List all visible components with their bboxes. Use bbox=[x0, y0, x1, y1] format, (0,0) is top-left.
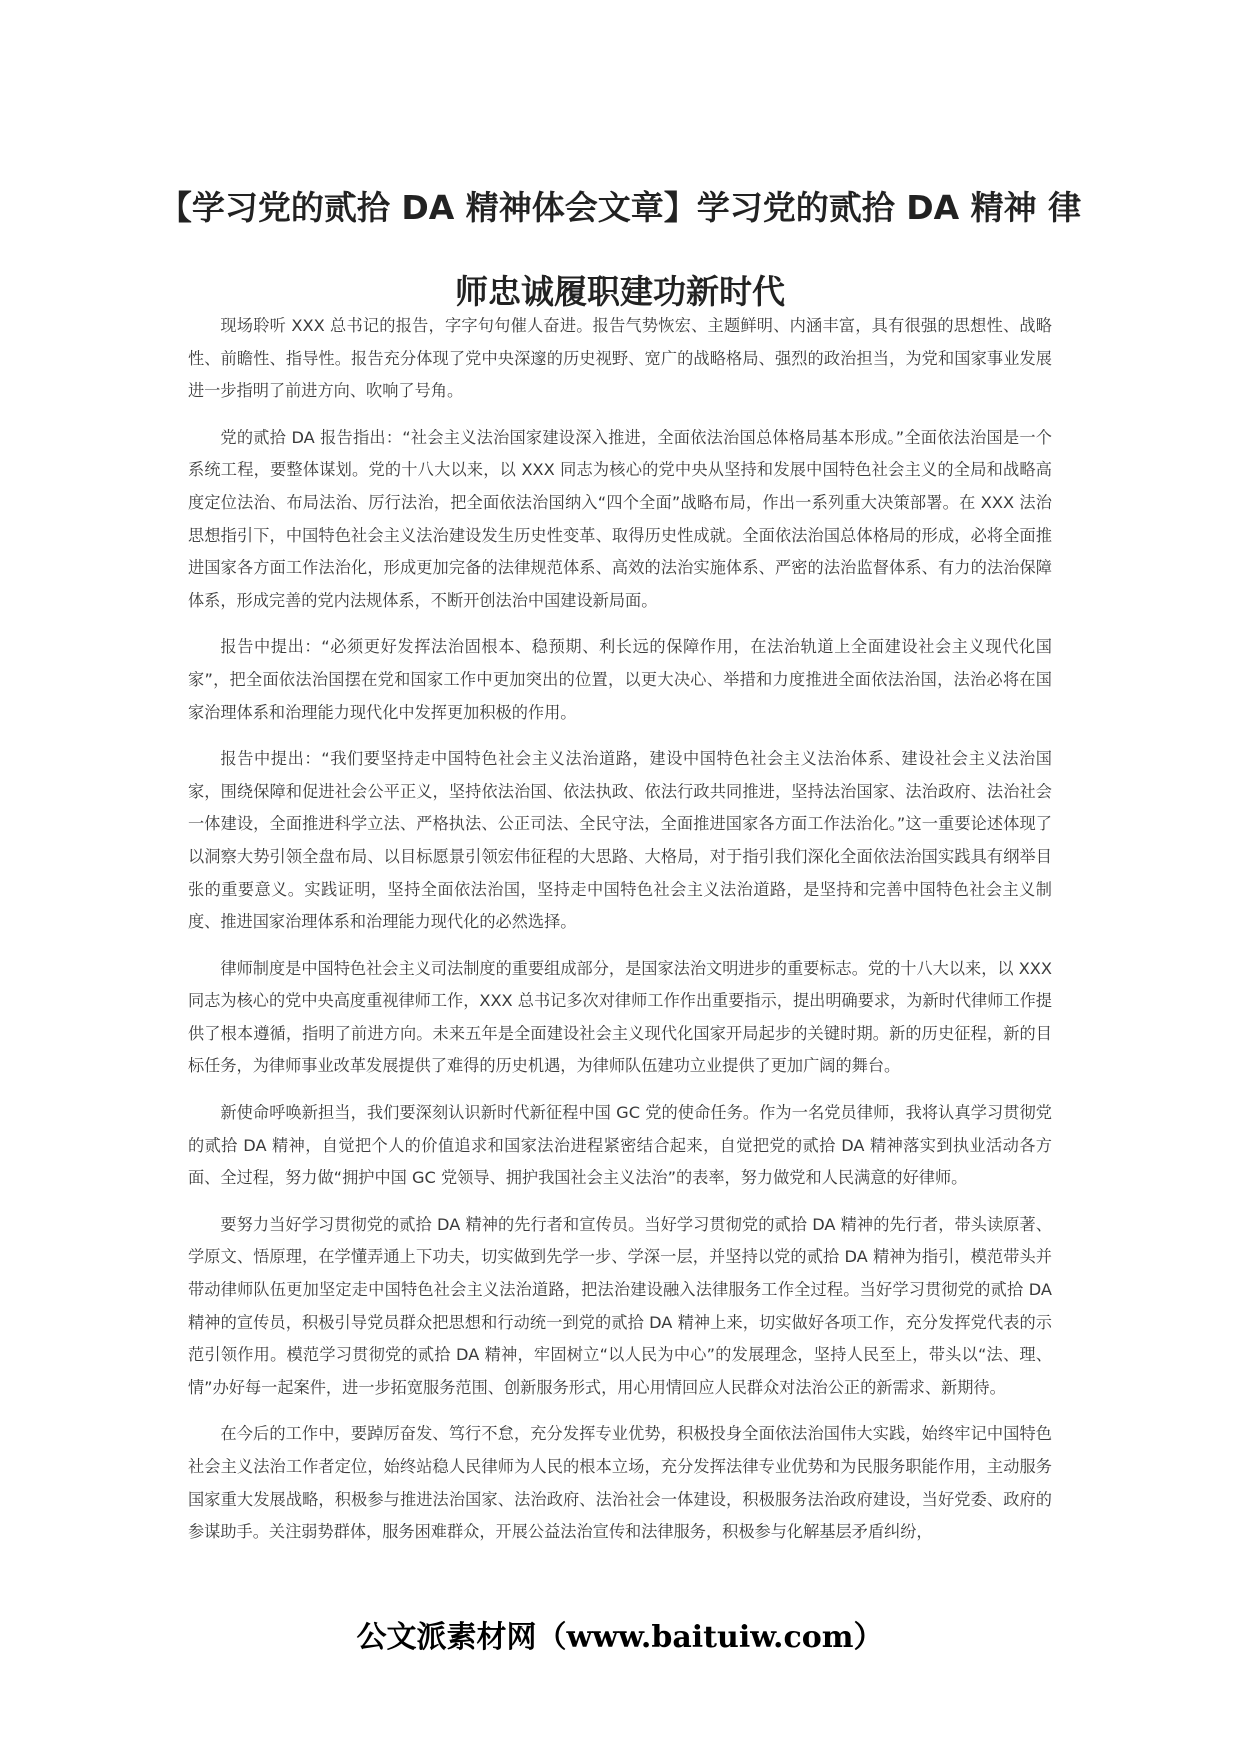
body-paragraph-1: 现场聆听 XXX 总书记的报告，字字句句催人奋进。报告气势恢宏、主题鲜明、内涵丰富，具有很强的思想性、战略性、前瞻性、指导性。报告充分体现了党中央深邃的历史视野、宽广的战略格局、强烈的政治担当，为党和国家事业发展进一步指明了前进方向、吹响了号角。 bbox=[188, 316, 1052, 401]
document-title: 【学习党的贰拾 DA 精神体会文章】学习党的贰拾 DA 精神 律师忠诚履职建功新时代 bbox=[158, 188, 1082, 311]
body-paragraph-4: 报告中提出：“我们要坚持走中国特色社会主义法治道路，建设中国特色社会主义法治体系、建设社会主义法治国家，围绕保障和促进社会公平正义，坚持依法治国、依法执政、依法行政共同推进，坚持法治国家、法治政府、法治社会一体建设，全面推进科学立法、严格执法、公正司法、全民守法，全面推进国家各方面工作法治化。”这一重要论述体现了以洞察大势引领全盘布局、以目标愿景引领宏伟征程的大思路、大格局，对于指引我们深化全面依法治国实践具有纲举目张的重要意义。实践证明，坚持全面依法治国，坚持走中国特色社会主义法治道路，是坚持和完善中国特色社会主义制度、推进国家治理体系和治理能力现代化的必然选择。 bbox=[188, 749, 1052, 932]
body-paragraph-2: 党的贰拾 DA 报告指出：“社会主义法治国家建设深入推进，全面依法治国总体格局基本形成。”全面依法治国是一个系统工程，要整体谋划。党的十八大以来，以 XXX 同志为核心的党中央从坚持和发展中国特色社会主义的全局和战略高度定位法治、布局法治、厉行法治，把全面依法治国纳入“四个全面”战略布局，作出一系列重大决策部署。在 XXX 法治思想指引下，中国特色社会主义法治建设发生历史性变革、取得历史性成就。全面依法治国总体格局的形成，必将全面推进国家各方面工作法治化，形成更加完备的法律规范体系、高效的法治实施体系、严密的法治监督体系、有力的法治保障体系，形成完善的党内法规体系，不断开创法治中国建设新局面。 bbox=[188, 427, 1052, 610]
body-paragraph-6: 新使命呼唤新担当，我们要深刻认识新时代新征程中国 GC 党的使命任务。作为一名党员律师，我将认真学习贯彻党的贰拾 DA 精神，自觉把个人的价值追求和国家法治进程紧密结合起来，自觉把党的贰拾 DA 精神落实到执业活动各方面、全过程，努力做“拥护中国 GC 党领导、拥护我国社会主义法治”的表率，努力做党和人民满意的好律师。 bbox=[188, 1103, 1052, 1188]
body-paragraph-8: 在今后的工作中，要踔厉奋发、笃行不怠，充分发挥专业优势，积极投身全面依法治国伟大实践，始终牢记中国特色社会主义法治工作者定位，始终站稳人民律师为人民的根本立场，充分发挥法律专业优势和为民服务职能作用，主动服务国家重大发展战略，积极参与推进法治国家、法治政府、法治社会一体建设，积极服务法治政府建设，当好党委、政府的参谋助手。关注弱势群体，服务困难群众，开展公益法治宣传和法律服务，积极参与化解基层矛盾纠纷， bbox=[188, 1424, 1052, 1542]
footer-watermark: 公文派素材网（www.baituiw.com） bbox=[356, 1620, 884, 1655]
body-paragraph-7: 要努力当好学习贯彻党的贰拾 DA 精神的先行者和宣传员。当好学习贯彻党的贰拾 DA 精神的先行者，带头读原著、学原文、悟原理，在学懂弄通上下功夫，切实做到先学一步、学深一层，并坚持以党的贰拾 DA 精神为指引，模范带头并带动律师队伍更加坚定走中国特色社会主义法治道路，把法治建设融入法律服务工作全过程。当好学习贯彻党的贰拾 DA 精神的宣传员，积极引导党员群众把思想和行动统一到党的贰拾 DA 精神上来，切实做好各项工作，充分发挥党代表的示范引领作用。模范学习贯彻党的贰拾 DA 精神，牢固树立“以人民为中心”的发展理念，坚持人民至上，带头以“法、理、情”办好每一起案件，进一步拓宽服务范围、创新服务形式，用心用情回应人民群众对法治公正的新需求、新期待。 bbox=[188, 1214, 1052, 1397]
body-paragraph-5: 律师制度是中国特色社会主义司法制度的重要组成部分，是国家法治文明进步的重要标志。党的十八大以来，以 XXX 同志为核心的党中央高度重视律师工作，XXX 总书记多次对律师工作作出重要指示，提出明确要求，为新时代律师工作提供了根本遵循，指明了前进方向。未来五年是全面建设社会主义现代化国家开局起步的关键时期。新的历史征程，新的目标任务，为律师事业改革发展提供了难得的历史机遇，为律师队伍建功立业提供了更加广阔的舞台。 bbox=[188, 958, 1052, 1076]
body-paragraph-3: 报告中提出：“必须更好发挥法治固根本、稳预期、利长远的保障作用，在法治轨道上全面建设社会主义现代化国家”，把全面依法治国摆在党和国家工作中更加突出的位置，以更大决心、举措和力度推进全面依法治国，法治必将在国家治理体系和治理能力现代化中发挥更加积极的作用。 bbox=[188, 637, 1052, 722]
document-body bbox=[188, 310, 1052, 1563]
